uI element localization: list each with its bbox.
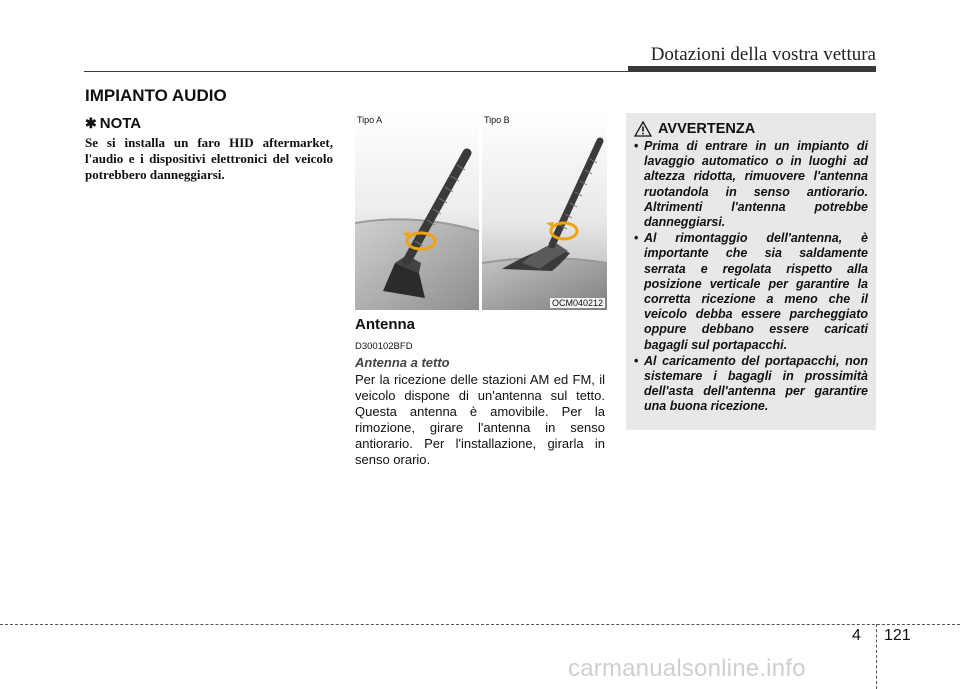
- watermark: carmanualsonline.info: [568, 655, 806, 682]
- footer-rule: [0, 624, 960, 625]
- warning-item-text: Al caricamento del portapacchi, non sistemare i bagagli in prossimità dell'asta dell'antenna per garantire una buona ricezione.: [644, 353, 868, 414]
- photo-label-b: Tipo B: [484, 115, 510, 125]
- asterisk-icon: ✱: [85, 115, 97, 131]
- warning-item: • Al caricamento del portapacchi, non sistemare i bagagli in prossimità dell'asta dell'antenna per garantire una buona ricezione.: [634, 353, 868, 414]
- warning-triangle-icon: [634, 121, 652, 137]
- warning-header: [634, 121, 868, 137]
- antenna-subheading: Antenna a tetto: [355, 355, 450, 370]
- note-text: Se si installa un faro HID aftermarket, l'audio e i dispositivi elettronici del veicolo potrebbero danneggiarsi.: [85, 135, 333, 182]
- warning-list: [634, 139, 868, 415]
- warning-item: • Al rimontaggio dell'antenna, è importante che sia saldamente serrata e regolata rispetto alla posizione verticale per garantire la corretta ricezione a meno che il veicolo debba essere parcheggiato oppure debbano essere caricati bagagli sul portapacchi.: [634, 231, 868, 352]
- photo-label-a: Tipo A: [357, 115, 383, 125]
- note-title-text: NOTA: [99, 115, 142, 132]
- antenna-photo-b: [482, 113, 607, 310]
- warning-item: • Prima di entrare in un impianto di lavaggio automatico o in luoghi ad altezza ridotta, rimuovere l'antenna ruotandola in senso antiorario. Altrimenti l'antenna potrebbe danneggiarsi.: [634, 139, 868, 230]
- warning-item-text: Prima di entrare in un impianto di lavaggio automatico o in luoghi ad altezza ridotta, rimuovere l'antenna ruotandola in senso antiorario. Altrimenti l'antenna potrebbe danneggiarsi.: [644, 139, 868, 230]
- antenna-code: D300102BFD: [355, 341, 413, 352]
- page-number: 121: [884, 627, 911, 644]
- antenna-photo-a: [355, 113, 479, 310]
- section-title: IMPIANTO AUDIO: [85, 86, 227, 105]
- note-title: [85, 115, 333, 132]
- note-box: [85, 115, 333, 183]
- page-chapter: 4: [852, 627, 861, 644]
- warning-item-text: Al rimontaggio dell'antenna, è importante che sia saldamente serrata e regolata rispetto alla posizione verticale per garantire la corretta ricezione a meno che il veicolo debba essere parcheggiato oppure debbano essere caricati bagagli sul portapacchi.: [644, 231, 868, 352]
- photo-type-b: [482, 113, 607, 310]
- header-title: Dotazioni della vostra vettura: [650, 44, 876, 65]
- photo-type-a: [355, 113, 479, 310]
- antenna-body: Per la ricezione delle stazioni AM ed FM, il veicolo dispone di un'antenna sul tetto. Questa antenna è amovibile. Per la rimozione, girare l'antenna in senso antiorario. Per l'installazione, girarla in senso orario.: [355, 372, 605, 467]
- antenna-heading: Antenna: [355, 316, 415, 333]
- footer-divider: [876, 624, 877, 689]
- warning-box: [626, 113, 876, 430]
- header-rule: [84, 71, 876, 72]
- antenna-figure: [355, 113, 607, 310]
- figure-code: OCM040212: [551, 298, 603, 308]
- antenna-section: [355, 316, 605, 468]
- warning-title: AVVERTENZA: [658, 121, 756, 137]
